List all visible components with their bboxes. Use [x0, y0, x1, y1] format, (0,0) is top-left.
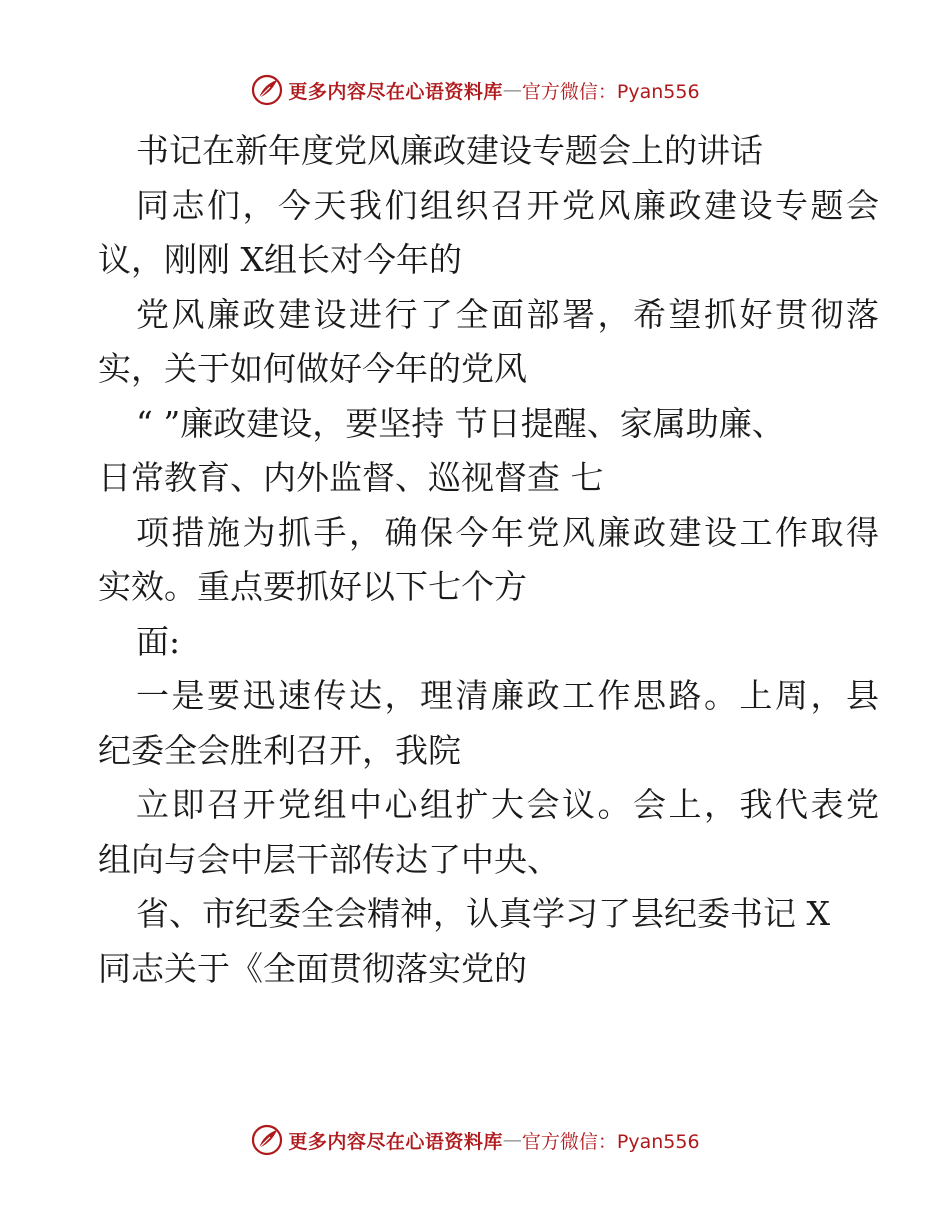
banner-separator: —	[502, 79, 522, 101]
banner-wechat: 官方微信：Pyan556	[521, 1130, 700, 1153]
paragraph-line: 项措施为抓手，确保今年党风廉政建设工作取得	[136, 512, 882, 552]
paragraph-line: 实效。重点要抓好以下七个方	[98, 567, 527, 606]
document-body	[98, 124, 882, 996]
paragraph-line: 实，关于如何做好今年的党风	[98, 349, 527, 388]
paragraph-line: “ ”廉政建设，要坚持 节日提醒、家属助廉、	[136, 403, 785, 443]
banner-wechat: 官方微信：Pyan556	[521, 80, 700, 103]
paragraph-line: 同志关于《全面贯彻落实党的	[98, 948, 527, 988]
header-banner	[0, 70, 950, 110]
paragraph-line: 组向与会中层干部传达了中央、	[98, 839, 560, 879]
paragraph-line: 议，刚刚 X组长对今年的	[98, 240, 462, 279]
feather-pen-logo-icon	[250, 73, 284, 107]
banner-text: 更多内容尽在心语资料库	[288, 1130, 503, 1153]
paragraph-line: 一是要迅速传达，理清廉政工作思路。上周，县	[136, 676, 882, 715]
paragraph-line: 面:	[136, 621, 181, 661]
paragraph-line: 纪委全会胜利召开，我院	[98, 730, 461, 770]
footer-banner	[0, 1120, 950, 1160]
document-title: 书记在新年度党风廉政建设专题会上的讲话	[136, 131, 763, 170]
paragraph-line: 日常教育、内外监督、巡视督查 七	[98, 458, 604, 497]
banner-separator: —	[502, 1129, 522, 1151]
paragraph-line: 同志们，今天我们组织召开党风廉政建设专题会	[136, 185, 882, 225]
banner-text: 更多内容尽在心语资料库	[288, 80, 503, 103]
paragraph-line: 立即召开党组中心组扩大会议。会上，我代表党	[136, 785, 882, 824]
feather-pen-logo-icon	[250, 1123, 284, 1157]
paragraph-line: 党风廉政建设进行了全面部署，希望抓好贯彻落	[136, 294, 882, 334]
paragraph-line: 省、市纪委全会精神，认真学习了县纪委书记 X	[136, 894, 830, 933]
